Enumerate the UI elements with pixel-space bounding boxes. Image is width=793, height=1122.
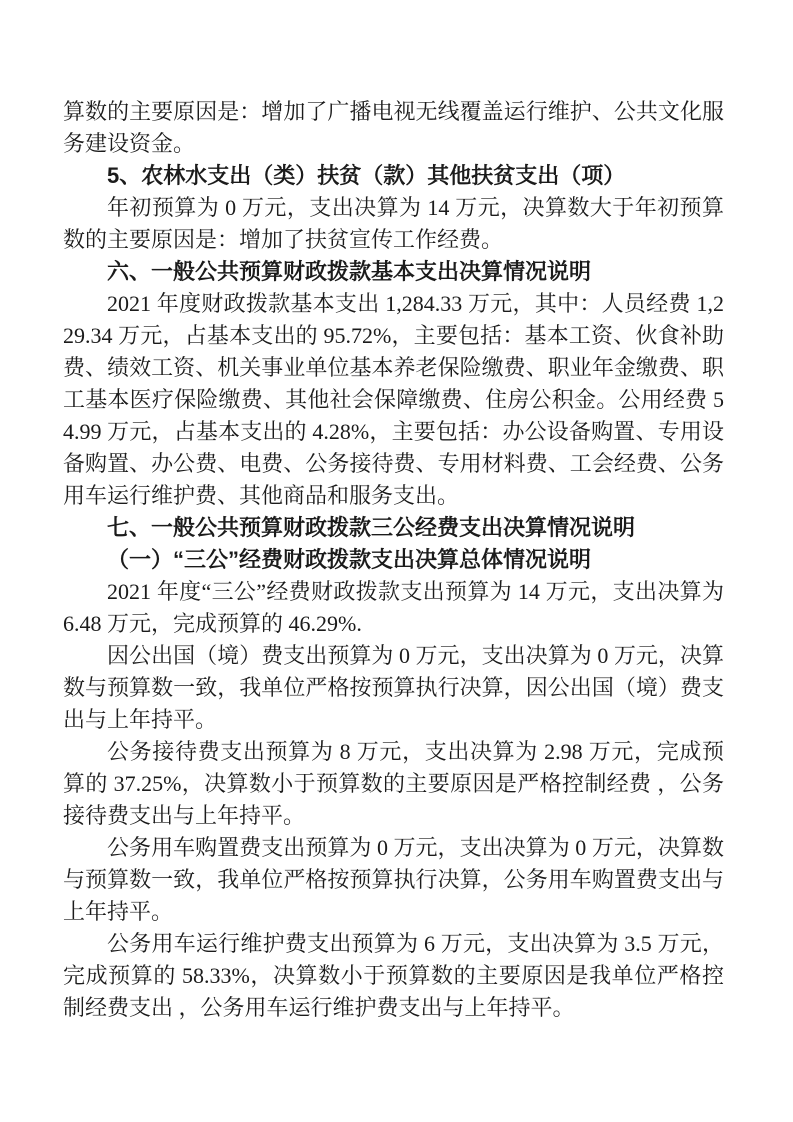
paragraph-official-reception-expense: 公务接待费支出预算为 8 万元，支出决算为 2.98 万元，完成预算的 37.25%，决算数小于预算数的主要原因是严格控制经费 ，公务接待费支出与上年持平。 <box>63 739 724 828</box>
paragraph-culture-overrun-reason-continued: 算数的主要原因是：增加了广播电视无线覆盖运行维护、公共文化服务建设资金。 <box>63 99 724 156</box>
paragraph-vehicle-maintenance-expense: 公务用车运行维护费支出预算为 6 万元，支出决算为 3.5 万元，完成预算的 58.33%，决算数小于预算数的主要原因是我单位严格控制经费支出 ，公务用车运行维护费支出与上年持平。 <box>63 931 725 1020</box>
paragraph-three-public-total: 2021 年度“三公”经费财政拨款支出预算为 14 万元，支出决算为 6.48 万元，完成预算的 46.29%. <box>63 579 724 636</box>
paragraph-basic-expenditure-detail: 2021 年度财政拨款基本支出 1,284.33 万元，其中：人员经费 1,229.34 万元，占基本支出的 95.72%，主要包括：基本工资、伙食补助费、绩效工资、机关事业单位基本养老保险缴费、职业年金缴费、职工基本医疗保险缴费、其他社会保障缴费、住房公积金。公用经费 54.99 万元，占基本支出的 4.28%，主要包括：办公设备购置、专用设备购置、办公费、电费、公务接待费、专用材料费、工会经费、公务用车运行维护费、其他商品和服务支出。 <box>63 291 724 508</box>
heading-section-7-three-public-funds: 七、一般公共预算财政拨款三公经费支出决算情况说明 <box>107 515 636 540</box>
paragraph-overseas-travel-expense: 因公出国（境）费支出预算为 0 万元，支出决算为 0 万元，决算数与预算数一致，我单位严格按预算执行决算，因公出国（境）费支出与上年持平。 <box>63 643 724 732</box>
document-body <box>63 96 724 1024</box>
paragraph-vehicle-purchase-expense: 公务用车购置费支出预算为 0 万元，支出决算为 0 万元，决算数与预算数一致，我单位严格按预算执行决算，公务用车购置费支出与上年持平。 <box>63 835 724 924</box>
heading-subsection-1-three-public-overview: （一）“三公”经费财政拨款支出决算总体情况说明 <box>107 547 592 572</box>
heading-item-5-agriculture-poverty-alleviation: 5、农林水支出（类）扶贫（款）其他扶贫支出（项） <box>107 163 626 188</box>
heading-section-6-basic-expenditure: 六、一般公共预算财政拨款基本支出决算情况说明 <box>107 259 592 284</box>
paragraph-poverty-alleviation-detail: 年初预算为 0 万元，支出决算为 14 万元，决算数大于年初预算数的主要原因是：增加了扶贫宣传工作经费。 <box>63 195 724 252</box>
